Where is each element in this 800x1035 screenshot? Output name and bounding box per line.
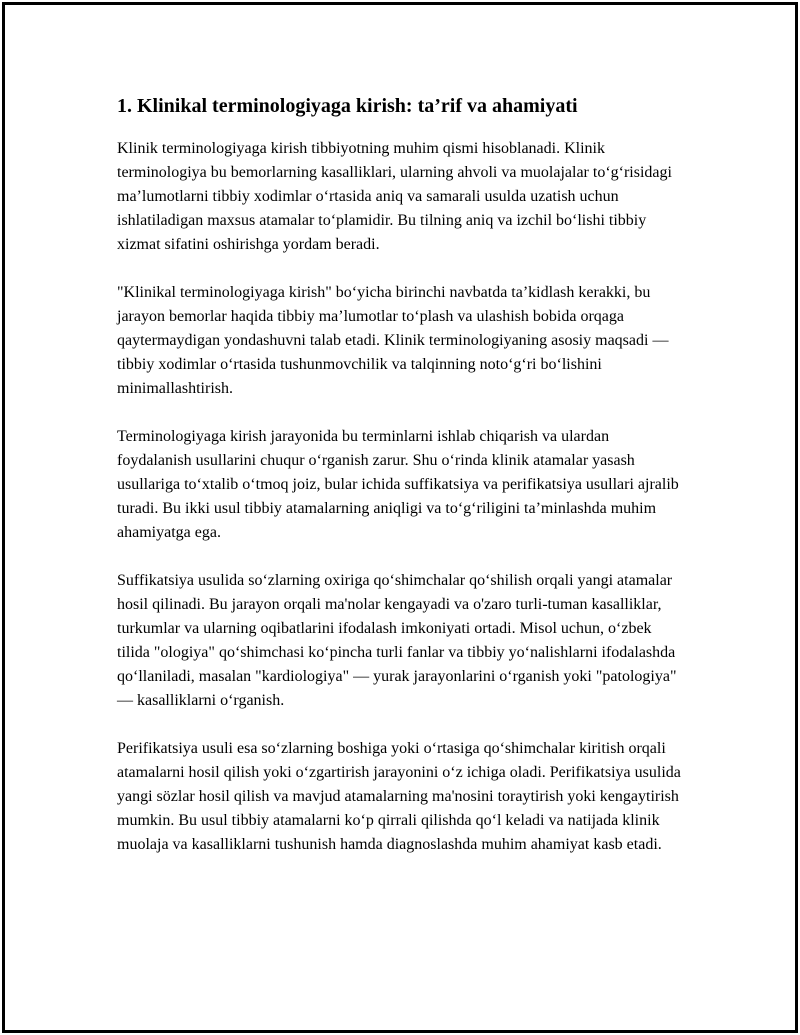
document-body [117, 92, 687, 881]
paragraph-methods: Terminologiyaga kirish jarayonida bu terminlarni ishlab chiqarish va ulardan foydalanish usullarini chuqur o‘rganish zarur. Shu o‘rinda klinik atamalar yasash usullariga to‘xtalib o‘tmoq joiz, bular ichida suffikatsiya va perifikatsiya usullari ajralib turadi. Bu ikki usul tibbiy atamalarning aniqligi va to‘g‘riligini ta’minlashda muhim ahamiyatga ega. [117, 428, 679, 541]
paragraph-perifixation: Perifikatsiya usuli esa so‘zlarning boshiga yoki o‘rtasiga qo‘shimchalar kiritish orqali atamalarni hosil qilish yoki o‘zgartirish jarayonini o‘z ichiga oladi. Perifikatsiya usulida yangi sözlar hosil qilish va mavjud atamalarning ma'nosini toraytirish yoki kengaytirish mumkin. Bu usul tibbiy atamalarni ko‘p qirrali qilishda qo‘l keladi va natijada klinik muolaja va kasalliklarni tushunish hamda diagnoslashda muhim ahamiyat kasb etadi. [117, 740, 681, 853]
paragraph-definition: Klinik terminologiyaga kirish tibbiyotning muhim qismi hisoblanadi. Klinik terminologiya bu bemorlarning kasalliklari, ularning ahvoli va muolajalar to‘g‘risidagi ma’lumotlarni tibbiy xodimlar o‘rtasida aniq va samarali usulda uzatish uchun ishlatiladigan maxsus atamalar to‘plamidir. Bu tilning aniq va izchil bo‘lishi tibbiy xizmat sifatini oshirishga yordam beradi. [117, 140, 672, 253]
section-title: 1. Klinikal terminologiyaga kirish: ta’rif va ahamiyati [117, 95, 578, 117]
paragraph-suffixation: Suffikatsiya usulida so‘zlarning oxiriga qo‘shimchalar qo‘shilish orqali yangi atamalar hosil qilinadi. Bu jarayon orqali ma'nolar kengayadi va o'zaro turli-tuman kasalliklar, turkumlar va ularning oqibatlarini ifodalash imkoniyati ortadi. Misol uchun, o‘zbek tilida "ologiya" qo‘shimchasi ko‘pincha turli fanlar va tibbiy yo‘nalishlarni ifodalashda qo‘llaniladi, masalan "kardiologiya" — yurak jarayonlarini o‘rganish yoki "patologiya" — kasalliklarni o‘rganish. [117, 572, 677, 709]
paragraph-purpose: "Klinikal terminologiyaga kirish" bo‘yicha birinchi navbatda ta’kidlash kerakki, bu jarayon bemorlar haqida tibbiy ma’lumotlar to‘plash va ulashish bobida orqaga qaytermaydigan yondashuvni talab etadi. Klinik terminologiyaning asosiy maqsadi — tibbiy xodimlar o‘rtasida tushunmovchilik va talqinning noto‘g‘ri bo‘lishini minimallashtirish. [117, 284, 669, 397]
